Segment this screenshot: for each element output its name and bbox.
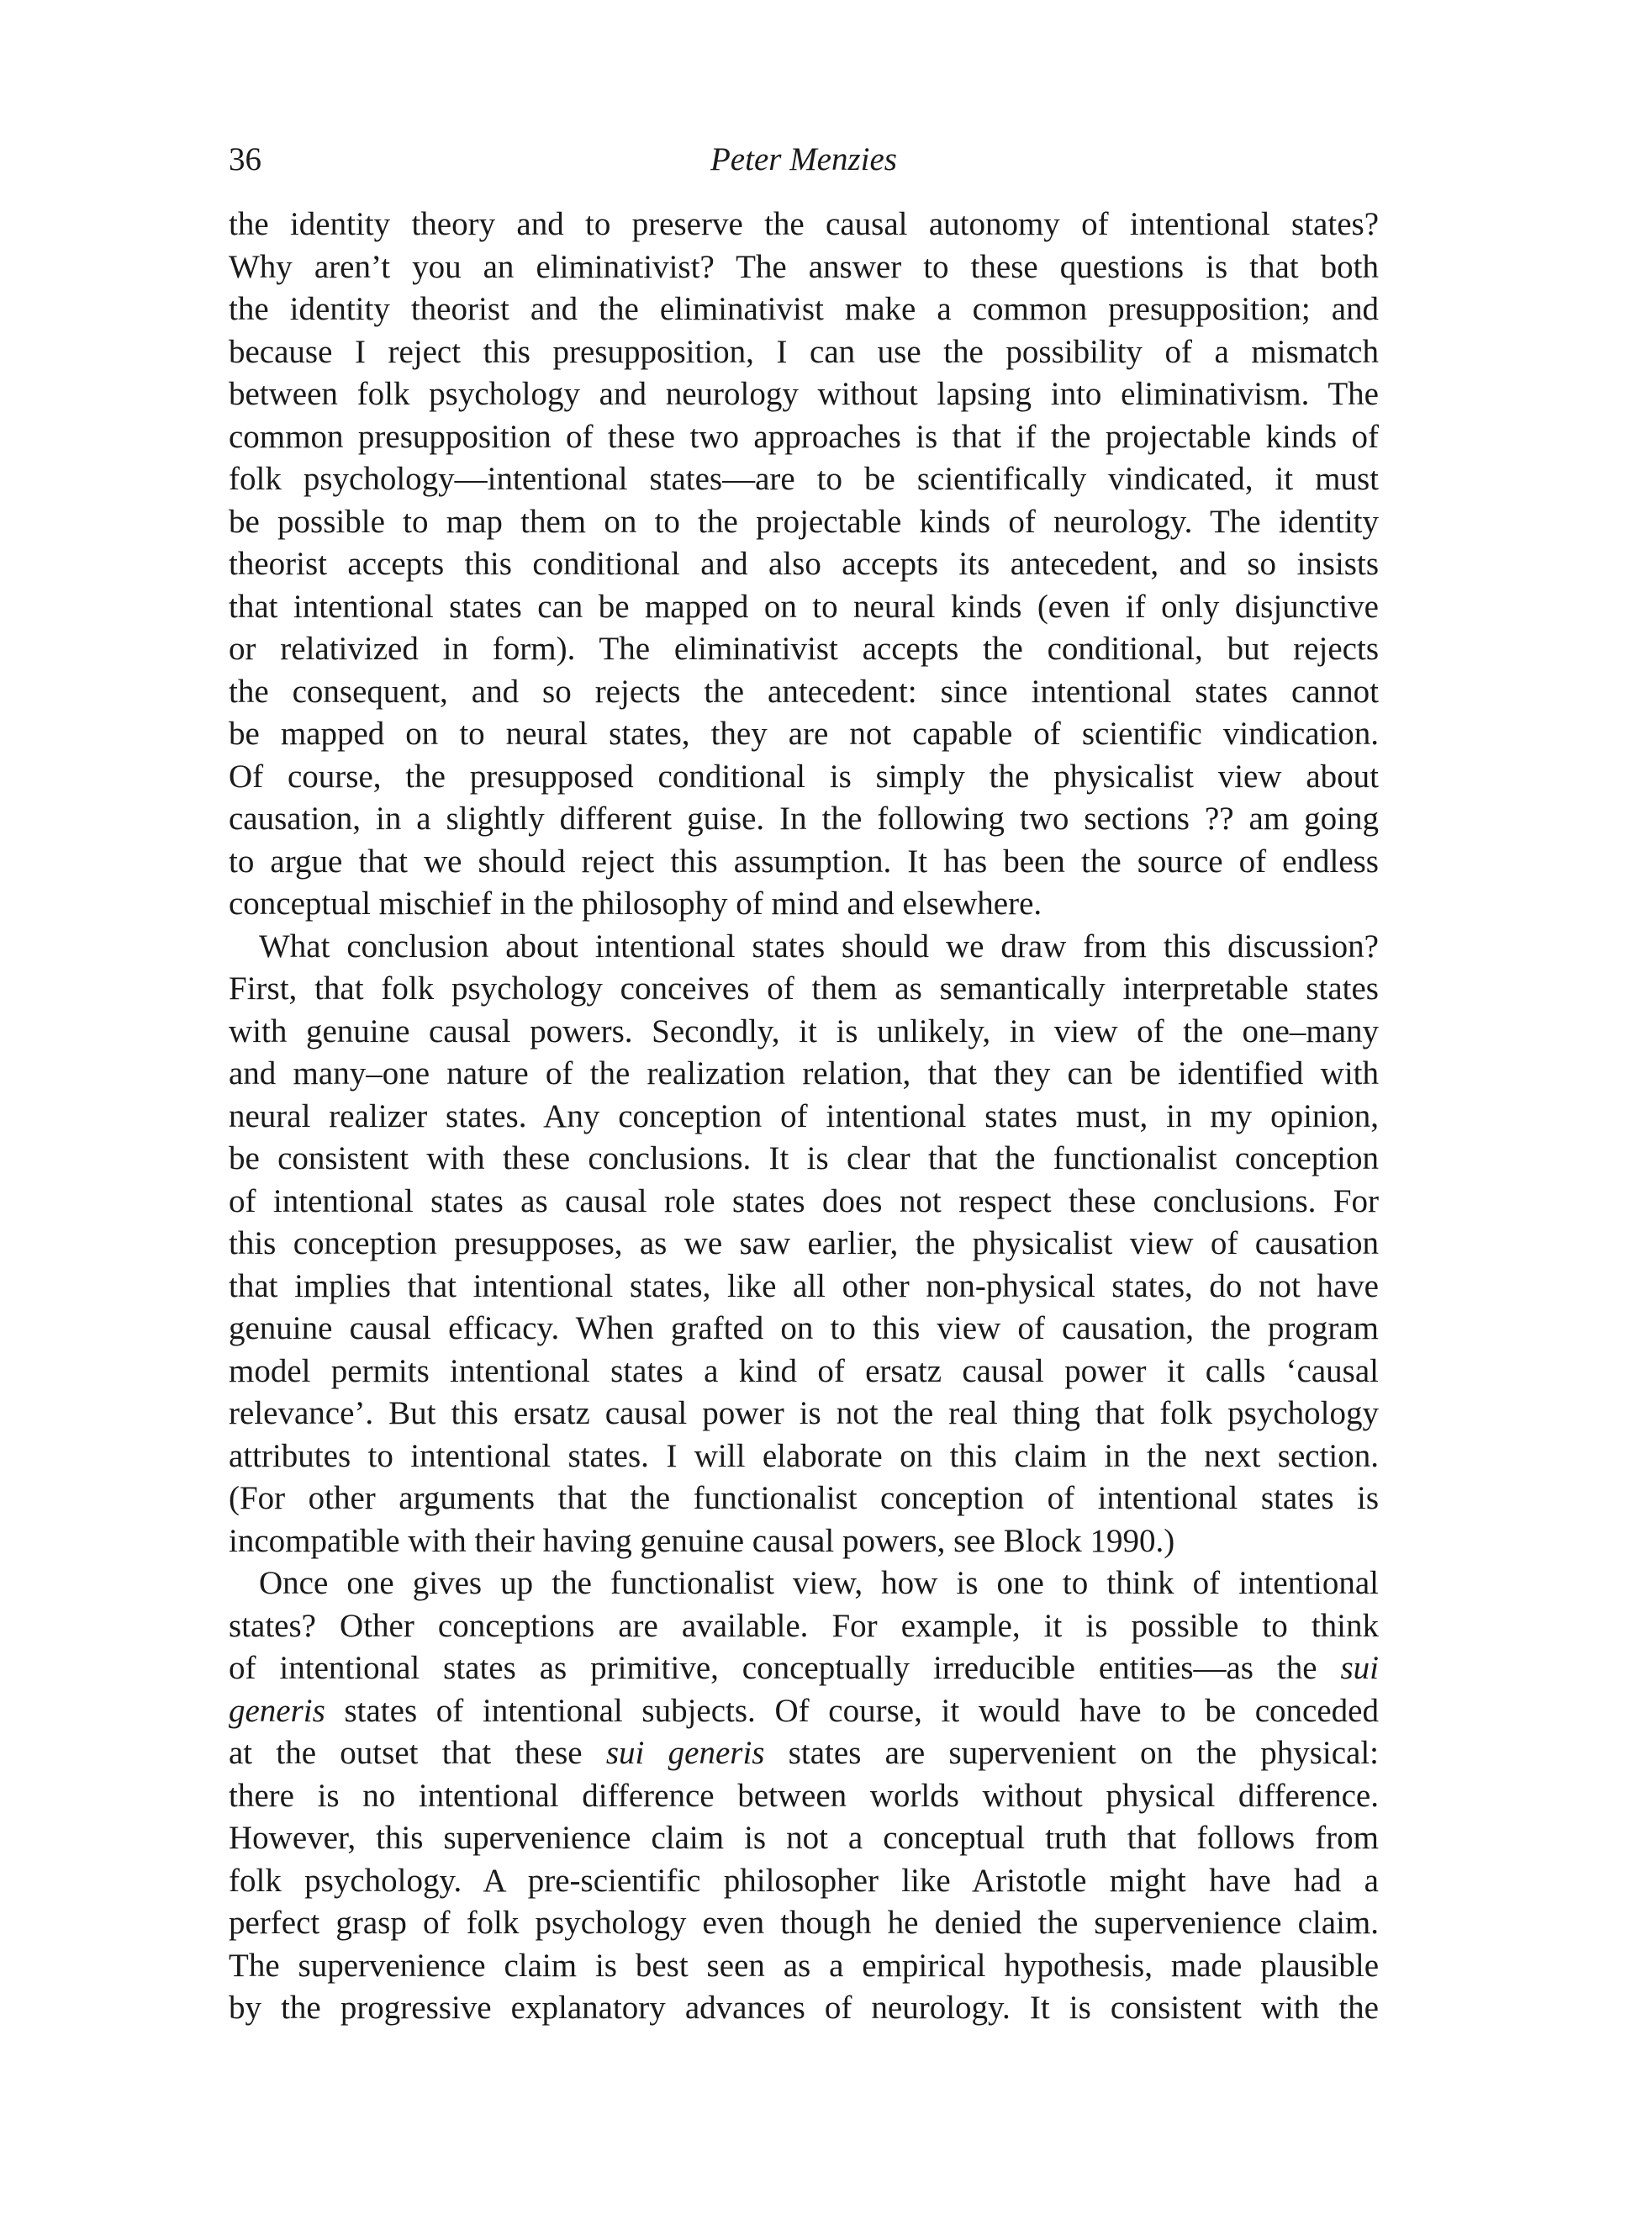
text-line [229, 1647, 1379, 1690]
text-segment: Of course, the presupposed conditional is simply the physicalist view about [229, 758, 1379, 795]
text-segment: of intentional states as primitive, conceptually irreducible entities—as the [229, 1650, 1341, 1686]
text-line [229, 1435, 1379, 1478]
text-segment: attributes to intentional states. I will elaborate on this claim in the next section. [229, 1437, 1379, 1474]
text-line [229, 883, 1379, 926]
text-segment: be possible to map them on to the projectable kinds of neurology. The identity [229, 503, 1379, 540]
text-segment: be consistent with these conclusions. It is clear that the functionalist conception [229, 1140, 1379, 1176]
page-number: 36 [229, 141, 261, 177]
text-line [229, 713, 1379, 756]
text-segment: the identity theorist and the eliminativist make a common presupposition; and [229, 291, 1379, 327]
text-line [229, 288, 1379, 331]
text-line [229, 501, 1379, 544]
text-line [229, 1011, 1379, 1054]
text-segment: perfect grasp of folk psychology even though he denied the supervenience claim. [229, 1905, 1379, 1941]
text-line [229, 586, 1379, 629]
text-segment: theorist accepts this conditional and also accepts its antecedent, and so insists [229, 546, 1379, 582]
paragraph [229, 1562, 1379, 2030]
text-segment: the consequent, and so rejects the antecedent: since intentional states cannot [229, 673, 1379, 710]
text-segment: (For other arguments that the functionalist conception of intentional states is [229, 1480, 1379, 1516]
text-line [229, 1732, 1379, 1775]
text-segment: incompatible with their having genuine causal powers, see Block 1990.) [229, 1522, 1175, 1559]
paragraph [229, 204, 1379, 926]
text-line [229, 1520, 1379, 1563]
text-segment: between folk psychology and neurology without lapsing into eliminativism. The [229, 376, 1379, 412]
text-segment: the identity theory and to preserve the causal autonomy of intentional states? [229, 206, 1379, 242]
text-line [229, 1902, 1379, 1945]
text-segment: However, this supervenience claim is not a conceptual truth that follows from [229, 1820, 1379, 1856]
text-segment: that implies that intentional states, like all other non-physical states, do not have [229, 1267, 1379, 1304]
text-line [229, 373, 1379, 416]
text-line [229, 1605, 1379, 1648]
text-line [229, 1096, 1379, 1139]
text-segment: be mapped on to neural states, they are not capable of scientific vindication. [229, 716, 1379, 752]
text-line [229, 926, 1379, 969]
text-line [229, 204, 1379, 246]
text-segment: because I reject this presupposition, I can use the possibility of a mismatch [229, 333, 1379, 370]
text-segment: that intentional states can be mapped on to neural kinds (even if only disjunctive [229, 588, 1379, 625]
text-line [229, 543, 1379, 586]
text-line [229, 1393, 1379, 1435]
body-text [229, 204, 1379, 2030]
text-line [229, 798, 1379, 841]
text-line [229, 1945, 1379, 1988]
text-line [229, 628, 1379, 671]
text-line [229, 1860, 1379, 1903]
text-segment: to argue that we should reject this assumption. It has been the source of endless [229, 843, 1379, 880]
text-segment: this conception presupposes, as we saw earlier, the physicalist view of causation [229, 1225, 1379, 1261]
italic-text: sui generis [605, 1735, 765, 1771]
text-line [229, 1987, 1379, 2030]
text-line [229, 246, 1379, 289]
text-segment: Once one gives up the functionalist view, how is one to think of intentional [259, 1565, 1379, 1601]
text-segment: genuine causal efficacy. When grafted on to this view of causation, the program [229, 1310, 1379, 1346]
text-line [229, 1181, 1379, 1224]
text-line [229, 1266, 1379, 1308]
text-line [229, 1817, 1379, 1860]
text-line [229, 671, 1379, 714]
text-line [229, 416, 1379, 459]
text-segment: by the progressive explanatory advances of neurology. It is consistent with the [229, 1990, 1379, 2026]
text-line [229, 1351, 1379, 1393]
italic-text: generis [229, 1692, 325, 1729]
text-segment: folk psychology. A pre-scientific philosopher like Aristotle might have had a [229, 1862, 1379, 1899]
text-segment: there is no intentional difference between worlds without physical difference. [229, 1777, 1379, 1814]
text-segment: Why aren’t you an eliminativist? The answer to these questions is that both [229, 248, 1379, 285]
text-segment: with genuine causal powers. Secondly, it is unlikely, in view of the one–many [229, 1012, 1379, 1049]
text-line [229, 1478, 1379, 1520]
text-segment: of intentional states as causal role states does not respect these conclusions. For [229, 1182, 1379, 1219]
text-line [229, 458, 1379, 501]
text-segment: common presupposition of these two approaches is that if the projectable kinds of [229, 418, 1379, 455]
text-line [229, 1223, 1379, 1266]
text-segment: First, that folk psychology conceives of them as semantically interpretable states [229, 970, 1379, 1007]
text-line [229, 1690, 1379, 1733]
text-line [229, 1308, 1379, 1351]
text-segment: What conclusion about intentional states should we draw from this discussion? [259, 928, 1379, 965]
text-line [229, 1138, 1379, 1181]
running-head-author: Peter Menzies [710, 141, 897, 177]
text-line [229, 331, 1379, 374]
text-segment: The supervenience claim is best seen as a empirical hypothesis, made plausible [229, 1947, 1379, 1984]
text-line [229, 841, 1379, 884]
text-segment: causation, in a slightly different guise. In the following two sections ?? am going [229, 801, 1379, 837]
text-segment: states are supervenient on the physical: [764, 1735, 1379, 1771]
text-line [229, 756, 1379, 799]
document-page [229, 135, 1379, 2030]
text-segment: at the outset that these [229, 1735, 606, 1771]
text-segment: model permits intentional states a kind of ersatz causal power it calls ‘causal [229, 1352, 1379, 1389]
text-segment: states? Other conceptions are available. For example, it is possible to think [229, 1607, 1379, 1644]
text-line [229, 968, 1379, 1011]
text-segment: and many–one nature of the realization relation, that they can be identified with [229, 1055, 1379, 1092]
text-segment: neural realizer states. Any conception of intentional states must, in my opinion, [229, 1097, 1379, 1134]
text-line [229, 1775, 1379, 1818]
text-segment: states of intentional subjects. Of course, it would have to be conceded [325, 1692, 1379, 1729]
italic-text: sui [1340, 1650, 1379, 1686]
text-line [229, 1562, 1379, 1605]
text-segment: conceptual mischief in the philosophy of mind and elsewhere. [229, 885, 1042, 922]
text-segment: folk psychology—intentional states—are to be scientifically vindicated, it must [229, 461, 1379, 497]
text-line [229, 1053, 1379, 1096]
paragraph [229, 926, 1379, 1563]
text-segment: or relativized in form). The eliminativist accepts the conditional, but rejects [229, 631, 1379, 667]
text-segment: relevance’. But this ersatz causal power is not the real thing that folk psychology [229, 1395, 1379, 1431]
running-head [229, 135, 1379, 185]
